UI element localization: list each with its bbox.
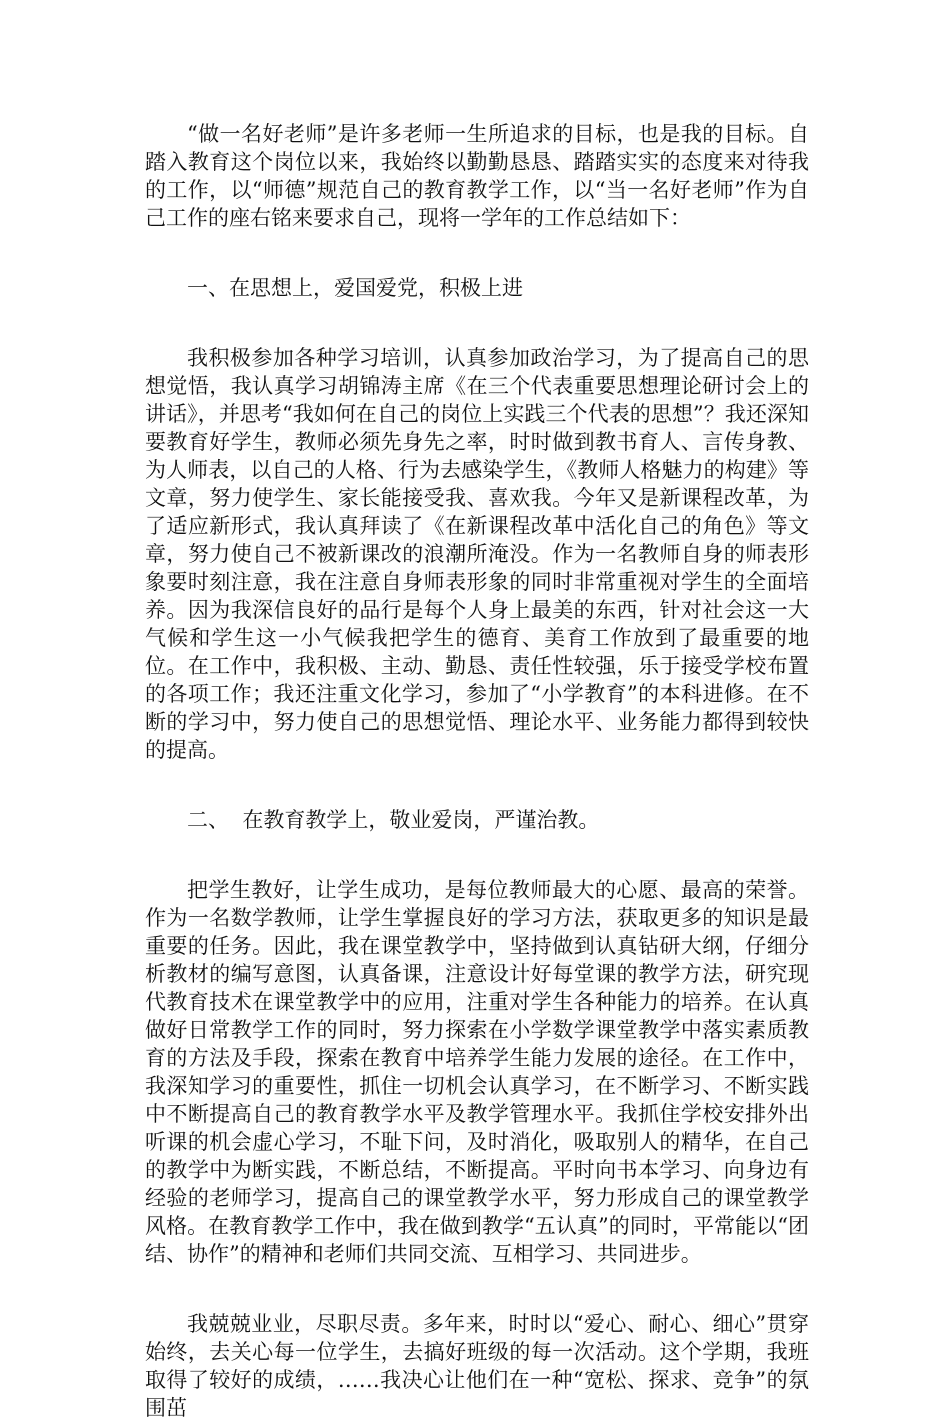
section-2-paragraph: 把学生教好，让学生成功，是每位教师最大的心愿、最高的荣誉。作为一名数学教师，让学生掌握良好的学习方法，获取更多的知识是最重要的任务。因此，我在课堂教学中，坚持做到认真钻研大纲，仔细分析教材的编写意图，认真备课，注意设计好每堂课的教学方法，研究现代教育技术在课堂教学中的应用，注重对学生各种能力的培养。在认真做好日常教学工作的同时，努力探索在小学数学课堂教学中落实素质教育的方法及手段，探索在教育中培养学生能力发展的途径。在工作中，我深知学习的重要性，抓住一切机会认真学习，在不断学习、不断实践中不断提高自己的教育教学水平及教学管理水平。我抓住学校安排外出听课的机会虚心学习，不耻下问，及时消化，吸取别人的精华，在自己的教学中为断实践，不断总结，不断提高。平时向书本学习、向身边有经验的老师学习，提高自己的课堂教学水平，努力形成自己的课堂教学风格。在教育教学工作中，我在做到教学“五认真”的同时，平常能以“团结、协作”的精神和老师们共同交流、互相学习、共同进步。 <box>145 878 809 1266</box>
intro-paragraph: “做一名好老师”是许多老师一生所追求的目标，也是我的目标。自踏入教育这个岗位以来，我始终以勤勤恳恳、踏踏实实的态度来对待我的工作，以“师德”规范自己的教育教学工作，以“当一名好老师”作为自己工作的座右铭来要求自己，现将一学年的工作总结如下： <box>145 122 809 230</box>
section-heading-1: 一、在思想上，爱国爱党，积极上进 <box>187 276 523 300</box>
paragraph-gap <box>145 232 809 274</box>
document-page <box>145 120 809 1422</box>
paragraph-gap <box>145 764 809 806</box>
section-2-paragraph-continued: 我兢兢业业，尽职尽责。多年来，时时以“爱心、耐心、细心”贯穿始终，去关心每一位学生，去搞好班级的每一次活动。这个学期，我班取得了较好的成绩，……我决心让他们在一种“宽松、探求、竞争”的氛围茁 <box>145 1312 809 1420</box>
section-heading-2: 二、 在教育教学上，敬业爱岗，严谨治教。 <box>187 808 600 832</box>
section-1-paragraph: 我积极参加各种学习培训，认真参加政治学习，为了提高自己的思想觉悟，我认真学习胡锦涛主席《在三个代表重要思想理论研讨会上的讲话》，并思考“我如何在自己的岗位上实践三个代表的思想”？我还深知要教育好学生，教师必须先身先之率，时时做到教书育人、言传身教、为人师表，以自己的人格、行为去感染学生，《教师人格魅力的构建》等文章，努力使学生、家长能接受我、喜欢我。今年又是新课程改革，为了适应新形式，我认真拜读了《在新课程改革中活化自己的角色》等文章，努力使自己不被新课改的浪潮所淹没。作为一名教师自身的师表形象要时刻注意，我在注意自身师表形象的同时非常重视对学生的全面培养。因为我深信良好的品行是每个人身上最美的东西，针对社会这一大气候和学生这一小气候我把学生的德育、美育工作放到了最重要的地位。在工作中，我积极、主动、勤恳、责任性较强，乐于接受学校布置的各项工作；我还注重文化学习，参加了“小学教育”的本科进修。在不断的学习中，努力使自己的思想觉悟、理论水平、业务能力都得到较快的提高。 <box>145 346 809 762</box>
paragraph-gap <box>145 302 809 344</box>
paragraph-gap <box>145 834 809 876</box>
paragraph-gap <box>145 1268 809 1310</box>
